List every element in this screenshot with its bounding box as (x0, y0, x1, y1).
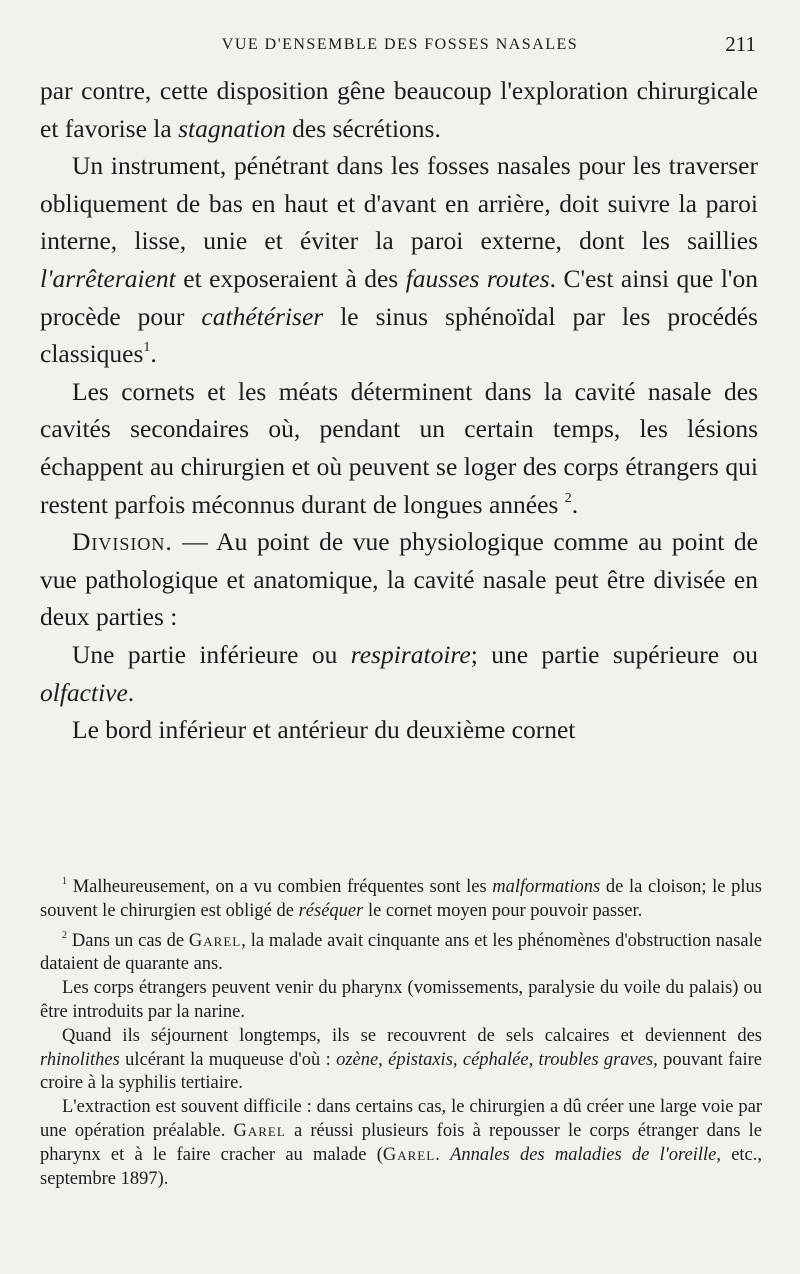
footnote-ref-2: 2 (564, 490, 572, 506)
paragraph-5: Une partie inférieure ou respiratoire; une partie supérieure ou olfactive. (40, 639, 758, 707)
footnote-ref-1: 1 (143, 339, 151, 355)
main-text (40, 72, 758, 749)
footnote-2: $^2$ Dans un cas de Garel, la malade avait cinquante ans et les phénomènes d'obstruction nasale dataient de quarante ans. (40, 929, 762, 975)
footnotes (40, 876, 762, 1191)
paragraph-6: Le bord inférieur et antérieur du deuxième cornet (72, 715, 576, 745)
footnote-2-para-3: Quand ils séjournent longtemps, ils se recouvrent de sels calcaires et deviennent des rhinolithes ulcérant la muqueuse d'où : ozène, épistaxis, céphalée, troubles graves, pouvant faire croire à la syphilis tertiaire. (40, 1025, 762, 1094)
footnote-2-para-2: Les corps étrangers peuvent venir du pharynx (vomissements, paralysie du voile du palais) ou être introduits par la narine. (40, 978, 762, 1022)
paragraph-1: par contre, cette disposition gêne beaucoup l'exploration chirurgicale et favorise la stagnation des sécrétions. (40, 76, 758, 143)
running-title: VUE D'ENSEMBLE DES FOSSES NASALES (221, 36, 579, 53)
paragraph-2: Un instrument, pénétrant dans les fosses nasales pour les traverser obliquement de bas en haut et d'avant en arrière, doit suivre la paroi interne, lisse, unie et éviter la paroi externe, dont les saillies l'arrêteraient et exposeraient à des fausses routes. C'est ainsi que l'on procède pour cathétériser le sinus sphénoïdal par les procédés classiques$^1$. (40, 151, 758, 369)
footnote-2-para-4: L'extraction est souvent difficile : dans certains cas, le chirurgien a dû créer une large voie par une opération préalable. Garel a réussi plusieurs fois à repousser le corps étranger dans le pharynx et à le faire cracher au malade (Garel. Annales des maladies de l'oreille, etc., septembre 1897). (40, 1097, 763, 1189)
section-heading: Division. (72, 527, 173, 557)
page-header (40, 32, 760, 62)
footnote-1: $^1$ Malheureusement, on a vu combien fréquentes sont les malformations de la cloison; le plus souvent le chirurgien est obligé de réséquer le cornet moyen pour pouvoir passer. (40, 875, 762, 921)
page-number: 211 (725, 32, 756, 56)
paragraph-division: Division. — Au point de vue physiologique comme au point de vue pathologique et anatomique, la cavité nasale peut être divisée en deux parties : (40, 527, 758, 632)
paragraph-3: Les cornets et les méats déterminent dans la cavité nasale des cavités secondaires où, pendant un certain temps, les lésions échappent au chirurgien et où peuvent se loger des corps étrangers qui restent parfois méconnus durant de longues années $^2$. (40, 376, 758, 519)
